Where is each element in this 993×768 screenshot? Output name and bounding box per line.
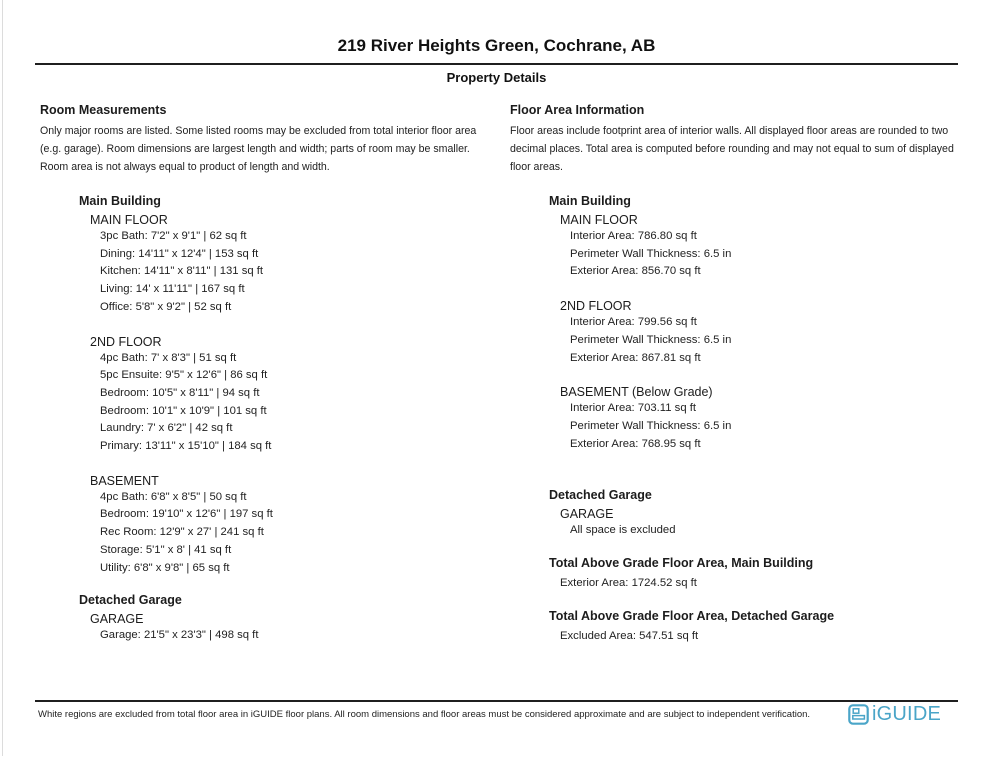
detail-line: Garage: 21'5" x 23'3" | 498 sq ft xyxy=(100,629,259,642)
total-block xyxy=(549,557,968,593)
detail-line: Perimeter Wall Thickness: 6.5 in xyxy=(570,419,732,432)
detail-line: Interior Area: 799.56 sq ft xyxy=(570,316,697,329)
floor-block xyxy=(90,612,505,645)
total-block xyxy=(549,610,968,646)
detail-line: Storage: 5'1" x 8' | 41 sq ft xyxy=(100,543,232,556)
detail-line: All space is excluded xyxy=(570,524,676,537)
description-line: Room area is not always equal to product of length and width. xyxy=(40,161,330,173)
floor-area-description xyxy=(510,122,968,176)
building-block xyxy=(79,594,505,645)
building-name: Main Building xyxy=(549,194,631,208)
floor-name: GARAGE xyxy=(90,612,144,627)
detail-line: Exterior Area: 867.81 sq ft xyxy=(570,351,701,364)
room-measurements-description xyxy=(40,122,505,176)
page-subtitle: Property Details xyxy=(446,70,547,85)
detail-line: Primary: 13'11" x 15'10" | 184 sq ft xyxy=(100,440,272,453)
page-edge-line xyxy=(2,0,3,756)
detail-line: 4pc Bath: 6'8" x 8'5" | 50 sq ft xyxy=(100,490,247,503)
detail-line: Perimeter Wall Thickness: 6.5 in xyxy=(570,333,732,346)
building-block xyxy=(549,195,968,453)
floor-area-totals xyxy=(510,557,968,645)
detail-line: Bedroom: 10'1" x 10'9" | 101 sq ft xyxy=(100,404,267,417)
footer-divider xyxy=(35,700,958,702)
floor-block xyxy=(560,213,968,281)
floor-block xyxy=(90,335,505,456)
room-measurements-blocks xyxy=(40,195,505,645)
page-title: 219 River Heights Green, Cochrane, AB xyxy=(337,36,656,55)
iguide-camera-icon xyxy=(848,704,869,725)
description-line: decimal places. Total area is computed before rounding and may not equal to sum of displayed xyxy=(510,143,954,155)
header-divider xyxy=(35,63,958,65)
floor-name: GARAGE xyxy=(560,507,614,522)
room-measurements-section xyxy=(40,103,505,645)
floor-block xyxy=(560,385,968,453)
iguide-logo-text: iGUIDE xyxy=(872,703,941,725)
detail-line: Exterior Area: 768.95 sq ft xyxy=(570,437,701,450)
detail-line: Laundry: 7' x 6'2" | 42 sq ft xyxy=(100,422,233,435)
detail-line: Dining: 14'11" x 12'4" | 153 sq ft xyxy=(100,247,259,260)
footer-disclaimer: White regions are excluded from total floor area in iGUIDE floor plans. All room dimensions and floor areas must be considered approximate and are subject to independent verification. xyxy=(38,709,811,720)
total-heading: Total Above Grade Floor Area, Detached Garage xyxy=(549,608,835,623)
description-line: (e.g. garage). Room dimensions are largest length and width; parts of room may be smaller. xyxy=(40,143,470,155)
floor-name: BASEMENT xyxy=(90,473,159,488)
total-heading: Total Above Grade Floor Area, Main Building xyxy=(549,556,814,571)
building-name: Detached Garage xyxy=(549,488,652,503)
detail-line: Interior Area: 703.11 sq ft xyxy=(570,402,697,415)
floor-name: MAIN FLOOR xyxy=(560,213,638,227)
floor-name: 2ND FLOOR xyxy=(90,334,162,349)
detail-line: Bedroom: 10'5" x 8'11" | 94 sq ft xyxy=(100,386,260,399)
floor-area-section xyxy=(510,103,968,645)
room-measurements-heading: Room Measurements xyxy=(40,103,167,117)
detail-line: Exterior Area: 856.70 sq ft xyxy=(570,265,701,278)
detail-line: 5pc Ensuite: 9'5" x 12'6" | 86 sq ft xyxy=(100,369,268,382)
page-footer xyxy=(0,700,993,768)
detail-line: Kitchen: 14'11" x 8'11" | 131 sq ft xyxy=(100,265,264,278)
detail-line: Office: 5'8" x 9'2" | 52 sq ft xyxy=(100,300,232,313)
floor-block xyxy=(560,299,968,367)
floor-name: 2ND FLOOR xyxy=(560,299,632,314)
detail-line: Interior Area: 786.80 sq ft xyxy=(570,230,697,242)
building-name: Main Building xyxy=(79,194,161,208)
detail-line: Living: 14' x 11'11" | 167 sq ft xyxy=(100,283,245,296)
detail-line: 3pc Bath: 7'2" x 9'1" | 62 sq ft xyxy=(100,230,247,242)
description-line: Floor areas include footprint area of interior walls. All displayed floor areas are rounded to two xyxy=(510,125,949,137)
detail-line: Perimeter Wall Thickness: 6.5 in xyxy=(570,247,732,260)
building-block xyxy=(549,489,968,540)
floor-area-blocks xyxy=(510,195,968,540)
detail-line: Utility: 6'8" x 9'8" | 65 sq ft xyxy=(100,561,230,574)
detail-line: Rec Room: 12'9" x 27' | 241 sq ft xyxy=(100,526,264,539)
detail-line: 4pc Bath: 7' x 8'3" | 51 sq ft xyxy=(100,351,237,364)
floor-block xyxy=(90,213,505,317)
building-name: Detached Garage xyxy=(79,593,182,608)
floor-block xyxy=(560,507,968,540)
total-value: Excluded Area: 547.51 sq ft xyxy=(560,629,699,642)
floor-area-heading: Floor Area Information xyxy=(510,103,645,117)
iguide-logo xyxy=(848,703,941,726)
floor-block xyxy=(90,474,505,578)
description-line: Only major rooms are listed. Some listed rooms may be excluded from total interior floor area xyxy=(40,125,477,137)
building-block xyxy=(79,195,505,577)
total-value: Exterior Area: 1724.52 sq ft xyxy=(560,577,697,590)
floor-name: BASEMENT (Below Grade) xyxy=(560,385,713,400)
floor-name: MAIN FLOOR xyxy=(90,213,168,227)
description-line: floor areas. xyxy=(510,161,563,173)
detail-line: Bedroom: 19'10" x 12'6" | 197 sq ft xyxy=(100,508,273,521)
